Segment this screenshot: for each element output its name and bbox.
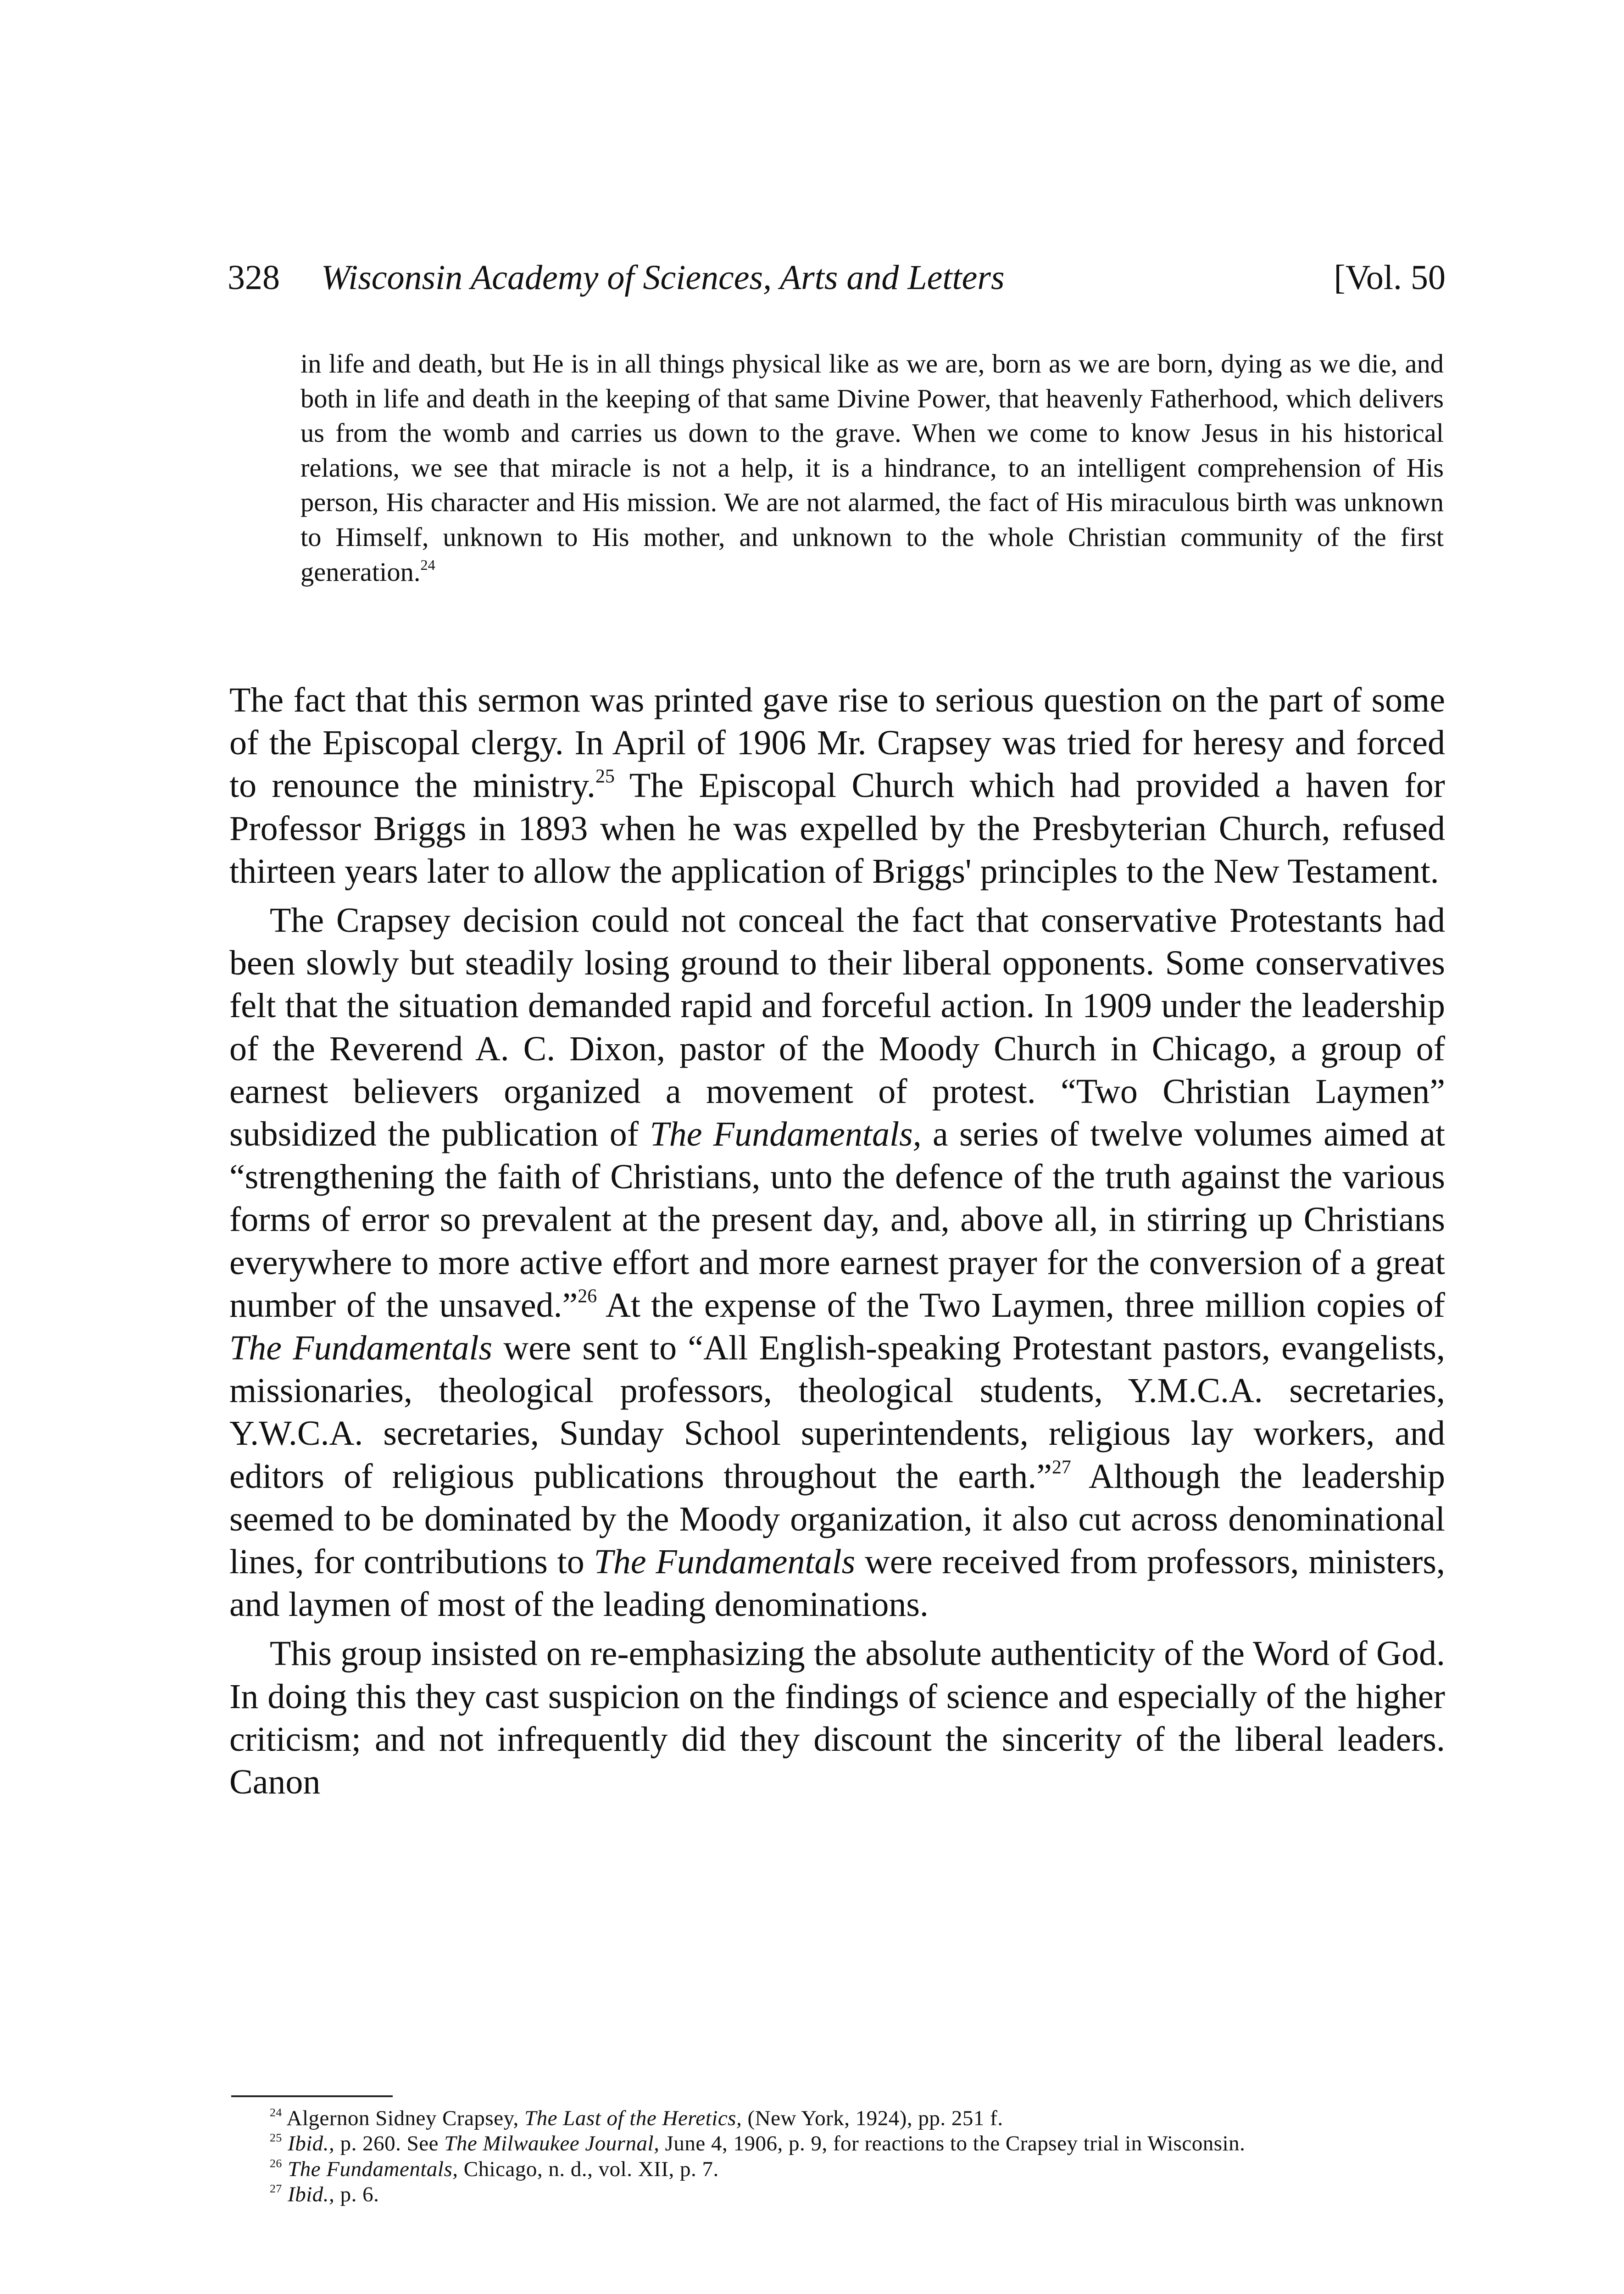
paragraph-2-text-f: were received from professors, ministers, and laymen of most of the leading denominations. [229, 1542, 1445, 1624]
journal-title: Wisconsin Academy of Sciences, Arts and Letters [321, 258, 1005, 297]
footnote-26 [229, 2157, 1445, 2182]
footnote-title: The Milwaukee Journal, [444, 2132, 660, 2156]
paragraph-2-text-b: a series of twelve volumes aimed at “strengthening the faith of Christians, unto the defence of the truth against the various forms of error so prevalent at the present day, and, above all, in stirring up Christians everywhere to more active effort and more earnest prayer for the conversion of a great number of the unsaved.” [229, 1115, 1445, 1325]
footnote-title: The Last of the Heretics, [524, 2106, 742, 2130]
paragraph-2-text-d: were sent to “All English-speaking Protestant pastors, evangelists, missionaries, theological professors, theological students, Y.M.C.A. secretaries, Y.W.C.A. secretaries, Sunday School superintendents, religious lay workers, and editors of religious publications throughout the earth.” [229, 1329, 1445, 1496]
running-header [228, 255, 1446, 301]
footnote-ref-27: 27 [1051, 1457, 1071, 1478]
book-title-fundamentals-3: The Fundamentals [594, 1542, 856, 1581]
main-text [229, 679, 1445, 1810]
footnote-text: Chicago, n. d., vol. XII, p. 7. [458, 2157, 719, 2181]
footnote-ref-24: 24 [420, 556, 435, 573]
footnote-number: 26 [270, 2156, 282, 2170]
paragraph-1-text-a: The fact that this sermon was printed gave rise to serious question on the part of some of the Episcopal clergy. In April of 1906 Mr. Crapsey was tried for heresy and forced to renounce the ministry. [229, 681, 1445, 805]
footnote-number: 27 [270, 2182, 282, 2195]
footnote-divider [231, 2095, 393, 2097]
book-title-fundamentals-2: The Fundamentals [229, 1329, 493, 1368]
paragraph-1-text-b: The Episcopal Church which had provided a haven for Professor Briggs in 1893 when he was expelled by the Presbyterian Church, refused thirteen years later to allow the application of Briggs' principles to the New Testament. [229, 766, 1445, 891]
footnote-title: The Fundamentals, [282, 2157, 458, 2181]
footnote-text: Algernon Sidney Crapsey, [282, 2106, 525, 2130]
paragraph-2-text-e: Although the leadership seemed to be dominated by the Moody organization, it also cut across denominational lines, for contributions to [229, 1457, 1445, 1581]
footnotes [229, 2106, 1445, 2207]
paragraph-3-text: This group insisted on re-emphasizing the absolute authenticity of the Word of God. In doing this they cast suspicion on the findings of science and especially of the higher criticism; and not infrequently did they discount the sincerity of the liberal leaders. Canon [229, 1634, 1445, 1802]
footnote-25 [229, 2131, 1445, 2156]
paragraph-2 [229, 899, 1445, 1626]
footnote-text: p. 260. See [334, 2132, 445, 2156]
paragraph-3 [229, 1632, 1445, 1804]
paragraph-2-text-a: The Crapsey decision could not conceal the fact that conservative Protestants had been slowly but steadily losing ground to their liberal opponents. Some conservatives felt that the situation demanded rapid and forceful action. In 1909 under the leadership of the Reverend A. C. Dixon, pastor of the Moody Church in Chicago, a group of earnest believers organized a movement of protest. “Two Christian Laymen” subsidized the publication of [229, 901, 1445, 1154]
footnote-ibid: Ibid., [282, 2132, 335, 2156]
footnote-text: (New York, 1924), pp. 251 f. [742, 2106, 1003, 2130]
footnote-ibid: Ibid., [282, 2182, 335, 2206]
page-number: 328 [228, 258, 280, 297]
footnote-ref-25: 25 [595, 766, 615, 788]
paragraph-2-text-c: At the expense of the Two Laymen, three million copies of [597, 1286, 1445, 1325]
block-quote-paragraph [300, 346, 1444, 589]
block-quote [300, 346, 1444, 589]
footnote-number: 24 [270, 2105, 282, 2119]
footnote-ref-26: 26 [578, 1286, 597, 1307]
book-title-fundamentals-1: The Fundamentals, [650, 1115, 922, 1154]
footnote-text: p. 6. [334, 2182, 379, 2206]
paragraph-1 [229, 679, 1445, 893]
volume-label: [Vol. 50 [1334, 258, 1446, 297]
block-quote-text: in life and death, but He is in all things physical like as we are, born as we are born, dying as we die, and both in life and death in the keeping of that same Divine Power, that heavenly Fatherhood, which delivers us from the womb and carries us down to the grave. When we come to know Jesus in his historical relations, we see that miracle is not a help, it is a hindrance, to an intelligent comprehension of His person, His character and His mission. We are not alarmed, the fact of His miraculous birth was unknown to Himself, unknown to His mother, and unknown to the whole Christian community of the first generation. [300, 349, 1444, 587]
footnote-text: June 4, 1906, p. 9, for reactions to the Crapsey trial in Wisconsin. [659, 2132, 1246, 2156]
footnote-number: 25 [270, 2131, 282, 2144]
footnote-27 [229, 2182, 1445, 2207]
footnote-24 [229, 2106, 1445, 2131]
